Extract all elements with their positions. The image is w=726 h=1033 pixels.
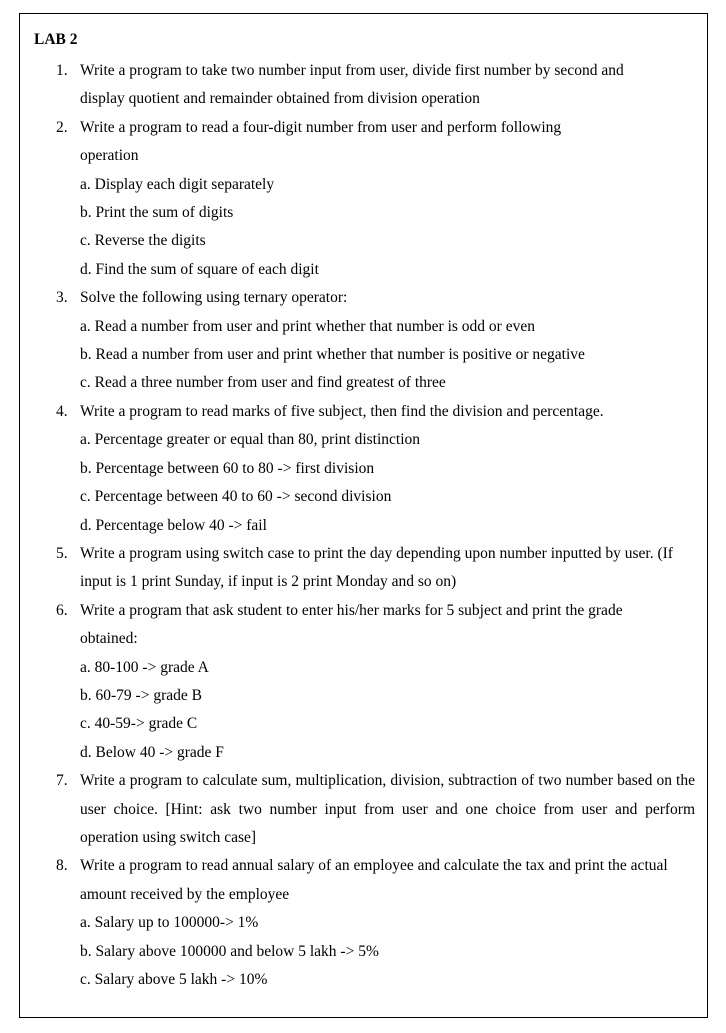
sub-item: a. Salary up to 100000-> 1% bbox=[80, 914, 259, 932]
lab-sheet bbox=[19, 13, 708, 1018]
question-7 bbox=[20, 767, 707, 852]
question-number: 1. bbox=[56, 62, 68, 79]
sub-item: a. 80-100 -> grade A bbox=[80, 658, 209, 676]
question-number: 7. bbox=[56, 772, 68, 790]
sub-list bbox=[20, 909, 707, 994]
question-4 bbox=[20, 398, 707, 540]
sub-item: a. Display each digit separately bbox=[80, 175, 275, 193]
sub-list bbox=[20, 426, 707, 540]
page-title: LAB 2 bbox=[34, 31, 78, 48]
question-text: Write a program to read annual salary of an employee and calculate the tax and print the actual amount received by the employee bbox=[80, 857, 668, 903]
sub-list bbox=[20, 313, 707, 398]
question-list bbox=[20, 57, 707, 994]
question-text: Solve the following using ternary operator: bbox=[80, 289, 348, 307]
question-8 bbox=[20, 852, 707, 994]
question-number: 8. bbox=[56, 857, 68, 875]
sub-item: b. Salary above 100000 and below 5 lakh -> 5% bbox=[80, 942, 379, 960]
sub-item: c. 40-59-> grade C bbox=[80, 715, 198, 733]
sub-list bbox=[20, 654, 707, 768]
question-5 bbox=[20, 540, 707, 597]
question-text: Write a program to read a four-digit number from user and perform following operation bbox=[80, 118, 562, 165]
sub-item: a. Read a number from user and print whether that number is odd or even bbox=[80, 317, 535, 335]
question-text: Write a program to calculate sum, multiplication, division, subtraction of two number based on the user choice. [Hint: ask two number input from user and one choice from user and perform operation using switch case] bbox=[80, 772, 695, 846]
sub-item: d. Below 40 -> grade F bbox=[80, 743, 224, 761]
sub-item: b. Read a number from user and print whether that number is positive or negative bbox=[80, 346, 585, 364]
sub-item: d. Percentage below 40 -> fail bbox=[80, 516, 267, 534]
sub-item: c. Reverse the digits bbox=[80, 232, 206, 250]
sub-item: b. 60-79 -> grade B bbox=[80, 686, 202, 704]
sub-item: b. Print the sum of digits bbox=[80, 204, 234, 222]
sub-item: c. Salary above 5 lakh -> 10% bbox=[80, 971, 268, 988]
question-number: 3. bbox=[56, 289, 68, 307]
sub-item: c. Read a three number from user and find greatest of three bbox=[80, 374, 446, 392]
sub-item: d. Find the sum of square of each digit bbox=[80, 260, 319, 278]
question-6 bbox=[20, 597, 707, 767]
question-number: 5. bbox=[56, 544, 68, 562]
question-text: Write a program to take two number input from user, divide first number by second and display quotient and remainder obtained from division operation bbox=[80, 62, 624, 108]
question-1 bbox=[20, 57, 707, 114]
question-2 bbox=[20, 114, 707, 284]
question-text: Write a program to read marks of five subject, then find the division and percentage. bbox=[80, 402, 604, 420]
sub-item: a. Percentage greater or equal than 80, print distinction bbox=[80, 431, 421, 449]
sub-item: b. Percentage between 60 to 80 -> first division bbox=[80, 459, 375, 477]
sub-list bbox=[20, 171, 707, 285]
sub-item: c. Percentage between 40 to 60 -> second division bbox=[80, 488, 392, 506]
question-text: Write a program using switch case to print the day depending upon number inputted by user. (If input is 1 print Sunday, if input is 2 print Monday and so on) bbox=[80, 544, 673, 591]
question-text: Write a program that ask student to enter his/her marks for 5 subject and print the grade obtained: bbox=[80, 601, 623, 648]
question-3 bbox=[20, 284, 707, 398]
question-number: 4. bbox=[56, 402, 68, 420]
question-number: 6. bbox=[56, 601, 68, 619]
question-number: 2. bbox=[56, 118, 68, 136]
